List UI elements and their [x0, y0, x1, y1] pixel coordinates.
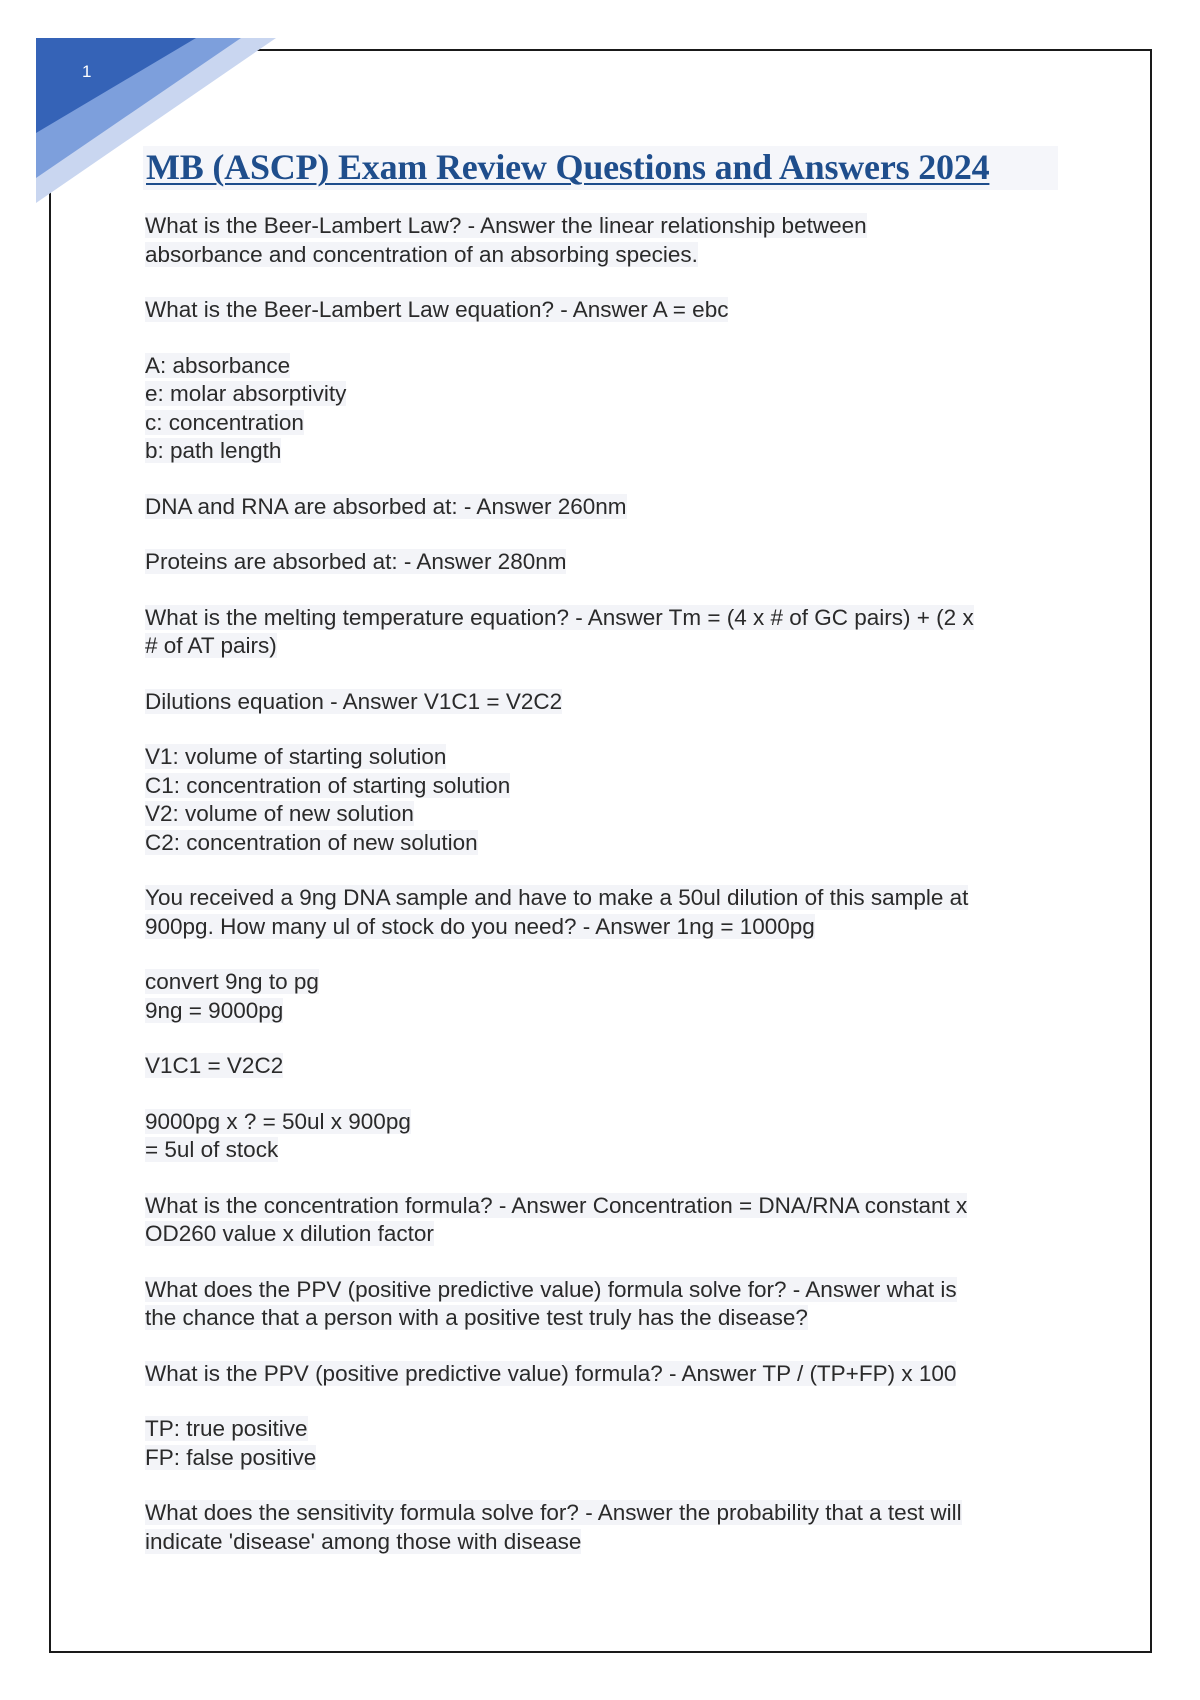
text-line-content: = 5ul of stock: [145, 1137, 279, 1162]
text-line-content: e: molar absorptivity: [145, 381, 347, 406]
text-line: [145, 241, 1045, 270]
text-line-content: indicate 'disease' among those with disease: [145, 1528, 582, 1554]
text-line: [145, 409, 1045, 438]
text-line-content: What is the melting temperature equation? - Answer Tm = (4 x # of GC pairs) + (2 x: [145, 604, 974, 630]
text-line-content: C1: concentration of starting solution: [145, 772, 511, 798]
text-line: [145, 437, 1045, 466]
text-line: [145, 968, 1045, 997]
text-line-content: 9000pg x ? = 50ul x 900pg: [145, 1108, 411, 1134]
text-line: [145, 1499, 1045, 1528]
text-line-content: absorbance and concentration of an absorbing species.: [145, 241, 698, 267]
qa-paragraph: [145, 296, 1045, 325]
text-line: [145, 1360, 1045, 1389]
qa-paragraph: [145, 1108, 1045, 1165]
text-line: [145, 688, 1045, 717]
text-line: [145, 1136, 1045, 1165]
text-line: [145, 997, 1045, 1026]
text-line-content: V1: volume of starting solution: [145, 744, 447, 769]
text-line: [145, 1108, 1045, 1137]
qa-paragraph: [145, 688, 1045, 717]
qa-paragraph: [145, 1499, 1045, 1556]
page-number: 1: [82, 62, 92, 81]
text-line-content: What is the PPV (positive predictive value) formula? - Answer TP / (TP+FP) x 100: [145, 1360, 957, 1386]
text-line-content: Proteins are absorbed at: - Answer 280nm: [145, 549, 567, 574]
text-line: [145, 772, 1045, 801]
qa-paragraph: [145, 743, 1045, 857]
qa-paragraph: [145, 548, 1045, 577]
text-line-content: OD260 value x dilution factor: [145, 1221, 434, 1246]
qa-paragraph: [145, 1415, 1045, 1472]
text-line-content: V2: volume of new solution: [145, 801, 414, 826]
text-line-content: the chance that a person with a positive test truly has the disease?: [145, 1305, 808, 1330]
text-line-content: What does the sensitivity formula solve for? - Answer the probability that a test will: [145, 1500, 962, 1525]
text-line: [145, 212, 1045, 241]
text-line-content: convert 9ng to pg: [145, 969, 319, 994]
text-line-content: A: absorbance: [145, 352, 291, 378]
qa-paragraph: [145, 884, 1045, 941]
text-line-content: C2: concentration of new solution: [145, 829, 478, 855]
text-line: [145, 1276, 1045, 1305]
document-body: [145, 212, 1045, 1583]
qa-paragraph: [145, 1276, 1045, 1333]
document-title: MB (ASCP) Exam Review Questions and Answers 2024: [146, 147, 990, 187]
text-line-content: Dilutions equation - Answer V1C1 = V2C2: [145, 688, 563, 714]
text-line-content: What is the Beer-Lambert Law equation? - Answer A = ebc: [145, 297, 729, 322]
text-line: [145, 493, 1045, 522]
qa-paragraph: [145, 1360, 1045, 1389]
corner-decoration: [36, 38, 276, 203]
text-line: [145, 296, 1045, 325]
qa-paragraph: [145, 493, 1045, 522]
text-line: [145, 743, 1045, 772]
text-line-content: TP: true positive: [145, 1416, 308, 1441]
text-line: [145, 829, 1045, 858]
text-line-content: What is the Beer-Lambert Law? - Answer the linear relationship between: [145, 213, 867, 238]
qa-paragraph: [145, 604, 1045, 661]
qa-paragraph: [145, 968, 1045, 1025]
text-line: [145, 604, 1045, 633]
text-line: [145, 352, 1045, 381]
text-line-content: 9ng = 9000pg: [145, 997, 284, 1023]
text-line-content: DNA and RNA are absorbed at: - Answer 260nm: [145, 493, 627, 519]
qa-paragraph: [145, 1192, 1045, 1249]
qa-paragraph: [145, 1052, 1045, 1081]
qa-paragraph: [145, 352, 1045, 466]
qa-paragraph: [145, 212, 1045, 269]
text-line: [145, 1192, 1045, 1221]
text-line: [145, 1220, 1045, 1249]
text-line: [145, 632, 1045, 661]
text-line-content: 900pg. How many ul of stock do you need? - Answer 1ng = 1000pg: [145, 913, 815, 939]
text-line: [145, 884, 1045, 913]
text-line: [145, 380, 1045, 409]
text-line-content: c: concentration: [145, 409, 304, 435]
text-line-content: b: path length: [145, 438, 282, 463]
text-line-content: FP: false positive: [145, 1444, 317, 1470]
text-line-content: What does the PPV (positive predictive value) formula solve for? - Answer what is: [145, 1276, 957, 1302]
text-line: [145, 1052, 1045, 1081]
text-line-content: What is the concentration formula? - Answer Concentration = DNA/RNA constant x: [145, 1192, 968, 1218]
text-line-content: # of AT pairs): [145, 633, 277, 658]
text-line: [145, 1444, 1045, 1473]
text-line: [145, 1528, 1045, 1557]
text-line-content: V1C1 = V2C2: [145, 1053, 284, 1078]
text-line: [145, 548, 1045, 577]
text-line: [145, 800, 1045, 829]
text-line: [145, 1415, 1045, 1444]
text-line: [145, 1304, 1045, 1333]
text-line: [145, 913, 1045, 942]
text-line-content: You received a 9ng DNA sample and have to make a 50ul dilution of this sample at: [145, 885, 969, 910]
